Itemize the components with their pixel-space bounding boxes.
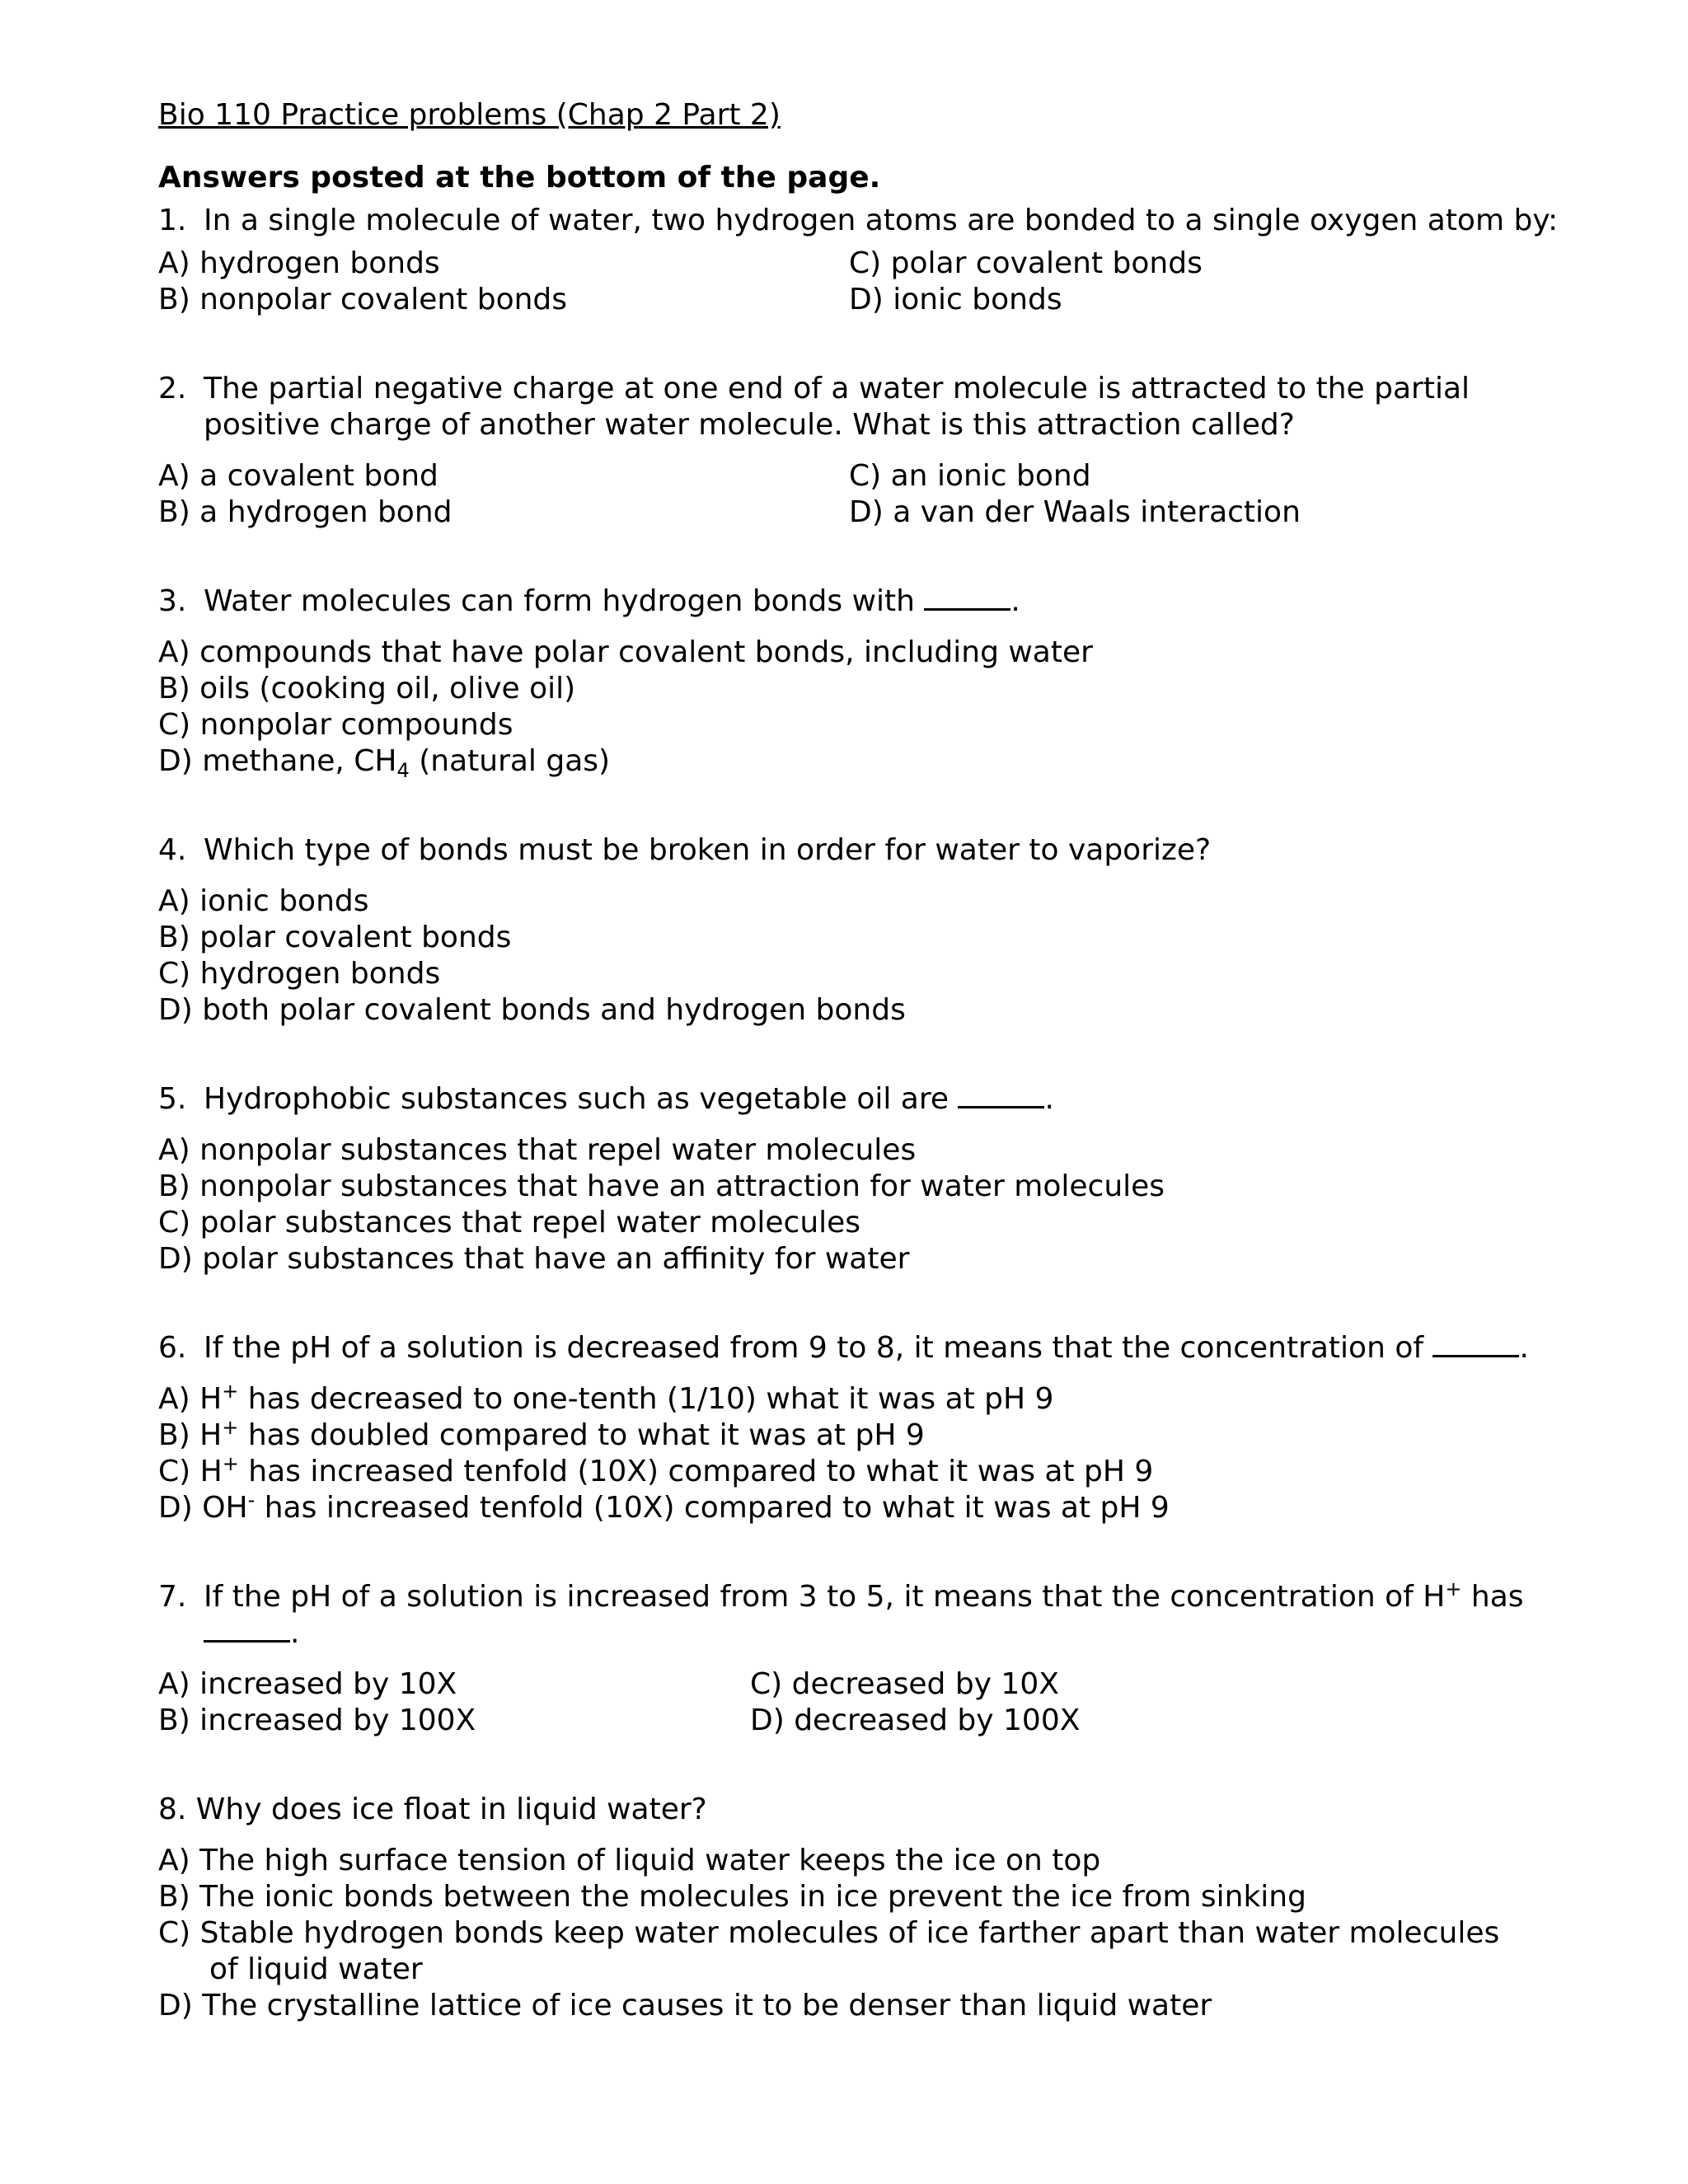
question-text: If the pH of a solution is decreased from 9 to 8, it means that the concentration of	[204, 1331, 1424, 1365]
option-a: A) hydrogen bonds	[158, 246, 440, 280]
answer-options	[158, 458, 1559, 531]
question-text: Which type of bonds must be broken in order for water to vaporize?	[204, 833, 1212, 867]
option-d: D) ionic bonds	[849, 283, 1062, 316]
option-c-text-end: has increased tenfold (10X) compared to what it was at pH 9	[238, 1455, 1154, 1488]
option-d: D) decreased by 100X	[750, 1704, 1081, 1737]
answers-notice: Answers posted at the bottom of the page.	[158, 161, 881, 194]
superscript-plus: +	[222, 1452, 239, 1475]
question-end: .	[290, 1616, 300, 1650]
answer-blank	[924, 583, 1010, 611]
question-number: 3.	[158, 584, 187, 618]
question-number: 4.	[158, 833, 187, 867]
option-d-text: D) OH	[158, 1491, 248, 1525]
question-stem	[158, 583, 1559, 620]
option-b: B) nonpolar substances that have an attraction for water molecules	[158, 1169, 1165, 1203]
option-d	[158, 743, 1559, 783]
question-number: 7.	[158, 1580, 187, 1614]
option-d: D) both polar covalent bonds and hydrogen bonds	[158, 993, 906, 1027]
question-stem	[158, 203, 1559, 239]
superscript-plus: +	[222, 1416, 239, 1439]
option-d: D) a van der Waals interaction	[849, 495, 1301, 529]
option-b: B) increased by 100X	[158, 1704, 476, 1737]
option-a: A) a covalent bond	[158, 459, 438, 493]
page-title: Bio 110 Practice problems (Chap 2 Part 2)	[158, 98, 781, 132]
option-b-text: B) H	[158, 1418, 223, 1452]
option-b: B) nonpolar covalent bonds	[158, 283, 568, 316]
option-d	[158, 1490, 1559, 1526]
option-c	[158, 1454, 1559, 1490]
question-5	[158, 1081, 1559, 1277]
option-c: C) hydrogen bonds	[158, 957, 441, 991]
option-d: D) polar substances that have an affinity for water	[158, 1242, 910, 1276]
option-c: C) Stable hydrogen bonds keep water molecules of ice farther apart than water molecules of liquid water	[158, 1916, 1500, 1986]
option-d-text-end: (natural gas)	[409, 744, 611, 778]
option-a: A) ionic bonds	[158, 884, 369, 918]
option-a: A) nonpolar substances that repel water molecules	[158, 1133, 917, 1167]
question-number: 6.	[158, 1331, 187, 1365]
question-8	[158, 1792, 1559, 2024]
question-text: Hydrophobic substances such as vegetable oil are	[204, 1082, 950, 1116]
question-text: If the pH of a solution is increased from 3 to 5, it means that the concentration of H	[204, 1580, 1446, 1614]
option-d-text-end: has increased tenfold (10X) compared to what it was at pH 9	[255, 1491, 1170, 1525]
question-number: 5.	[158, 1082, 187, 1116]
option-b: B) The ionic bonds between the molecules in ice prevent the ice from sinking	[158, 1880, 1306, 1914]
option-b: B) polar covalent bonds	[158, 921, 512, 954]
option-b: B) oils (cooking oil, olive oil)	[158, 672, 576, 705]
question-stem	[158, 1330, 1559, 1366]
question-stem	[158, 1081, 1559, 1118]
option-d-text: D) methane, CH	[158, 744, 397, 778]
question-7	[158, 1579, 1559, 1739]
option-d: D) The crystalline lattice of ice causes it to be denser than liquid water	[158, 1989, 1212, 2022]
answer-options	[158, 883, 1559, 1029]
option-b-text-end: has doubled compared to what it was at pH 9	[238, 1418, 925, 1452]
superscript-plus: +	[1445, 1577, 1462, 1601]
answer-options	[158, 1381, 1559, 1526]
question-number: 1.	[158, 204, 187, 237]
option-c: C) polar covalent bonds	[849, 246, 1203, 280]
question-2	[158, 371, 1559, 531]
question-4	[158, 832, 1559, 1029]
option-c: C) decreased by 10X	[750, 1667, 1059, 1701]
answer-options	[158, 635, 1559, 783]
question-end: .	[1519, 1331, 1529, 1365]
question-text: Water molecules can form hydrogen bonds with	[204, 584, 915, 618]
option-c-text: C) H	[158, 1455, 223, 1488]
question-text: The partial negative charge at one end of a water molecule is attracted to the partial positive charge of another water molecule. What is this attraction called?	[204, 372, 1470, 442]
question-stem	[158, 832, 1559, 869]
answer-options	[158, 1843, 1559, 2024]
question-number: 2.	[158, 372, 187, 405]
option-a-text: A) H	[158, 1382, 223, 1416]
option-a-text-end: has decreased to one-tenth (1/10) what it was at pH 9	[238, 1382, 1054, 1416]
answer-options	[158, 1666, 1559, 1739]
option-c: C) polar substances that repel water molecules	[158, 1206, 861, 1240]
option-a: A) compounds that have polar covalent bonds, including water	[158, 635, 1093, 669]
question-text-end: has	[1461, 1580, 1524, 1614]
answer-options	[158, 246, 1559, 318]
question-end: .	[1044, 1082, 1054, 1116]
option-b: B) a hydrogen bond	[158, 495, 452, 529]
question-stem	[158, 371, 1559, 443]
superscript-plus: +	[222, 1380, 239, 1403]
superscript-minus: -	[247, 1488, 256, 1511]
worksheet-page	[158, 97, 1559, 2024]
answer-blank	[1432, 1330, 1519, 1357]
option-c: C) nonpolar compounds	[158, 708, 513, 742]
option-b	[158, 1418, 1559, 1454]
answer-blank	[958, 1081, 1044, 1108]
option-a: A) The high surface tension of liquid water keeps the ice on top	[158, 1844, 1101, 1877]
option-c: C) an ionic bond	[849, 459, 1091, 493]
question-stem	[158, 1579, 1559, 1652]
question-1	[158, 203, 1559, 318]
option-a	[158, 1381, 1559, 1418]
answer-blank	[204, 1615, 290, 1643]
option-a: A) increased by 10X	[158, 1667, 457, 1701]
question-end: .	[1010, 584, 1020, 618]
question-3	[158, 583, 1559, 783]
question-6	[158, 1330, 1559, 1526]
question-text: In a single molecule of water, two hydrogen atoms are bonded to a single oxygen atom by:	[204, 204, 1559, 237]
answer-options	[158, 1132, 1559, 1277]
question-stem: 8. Why does ice float in liquid water?	[158, 1793, 707, 1826]
subscript-4: 4	[396, 759, 410, 783]
